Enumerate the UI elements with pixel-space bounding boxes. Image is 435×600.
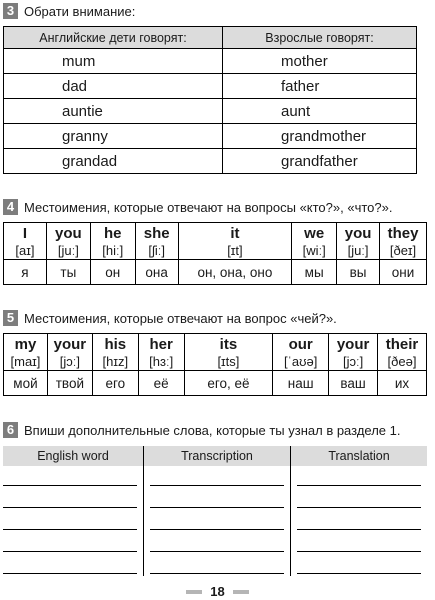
transcription: [jɔː] — [329, 353, 378, 371]
pronoun-word: we — [292, 223, 337, 243]
pronoun-words-row — [4, 334, 427, 354]
translation-cell[interactable] — [291, 510, 428, 532]
writing-line[interactable] — [297, 468, 421, 486]
child-word: mum — [4, 49, 223, 74]
column-header-transcription: Transcription — [144, 446, 291, 466]
table-row — [3, 554, 427, 576]
translation: вы — [337, 260, 380, 285]
transcription-cell[interactable] — [144, 510, 291, 532]
writing-line[interactable] — [3, 468, 137, 486]
possessive-pronouns-table — [3, 333, 427, 396]
transcription: [maɪ] — [4, 353, 48, 371]
writing-line[interactable] — [3, 556, 137, 574]
new-words-table — [3, 446, 427, 576]
section-number: 4 — [3, 199, 18, 215]
page-footer — [0, 584, 435, 599]
english-word-cell[interactable] — [3, 466, 144, 488]
pronoun-word: our — [273, 334, 329, 354]
writing-line[interactable] — [297, 490, 421, 508]
transcription: [ðeə] — [378, 353, 427, 371]
section-title: Местоимения, которые отвечают на вопросы «кто?», «что?». — [24, 199, 393, 215]
transcription: [wiː] — [292, 242, 337, 260]
translation: её — [138, 371, 184, 396]
translation-cell[interactable] — [291, 554, 428, 576]
pronoun-word: her — [138, 334, 184, 354]
pronoun-word: she — [135, 223, 178, 243]
adult-word: grandfather — [223, 149, 417, 174]
transcription-row — [4, 353, 427, 371]
translation-row — [4, 371, 427, 396]
transcription: [ɪt] — [178, 242, 292, 260]
section-title: Местоимения, которые отвечают на вопрос «чей?». — [24, 310, 337, 326]
writing-line[interactable] — [150, 490, 284, 508]
child-word: auntie — [4, 99, 223, 124]
pronoun-word: you — [337, 223, 380, 243]
adult-word: grandmother — [223, 124, 417, 149]
section-5-header — [3, 310, 337, 326]
column-header-adults: Взрослые говорят: — [223, 27, 417, 49]
child-adult-words-table — [3, 26, 417, 174]
pronoun-word: he — [90, 223, 135, 243]
transcription-cell[interactable] — [144, 554, 291, 576]
pronoun-word: you — [46, 223, 90, 243]
translation: мы — [292, 260, 337, 285]
translation: он — [90, 260, 135, 285]
translation-cell[interactable] — [291, 466, 428, 488]
english-word-cell[interactable] — [3, 510, 144, 532]
transcription: [ðeɪ] — [380, 242, 427, 260]
translation: ваш — [329, 371, 378, 396]
pronoun-word: they — [380, 223, 427, 243]
transcription: [ˈaʊə] — [273, 353, 329, 371]
writing-line[interactable] — [297, 556, 421, 574]
footer-dash-left — [186, 590, 202, 594]
child-word: granny — [4, 124, 223, 149]
pronoun-word: your — [329, 334, 378, 354]
table-row — [3, 466, 427, 488]
table-row — [4, 149, 417, 174]
transcription: [ʃiː] — [135, 242, 178, 260]
adult-word: father — [223, 74, 417, 99]
table-row — [4, 99, 417, 124]
writing-line[interactable] — [3, 490, 137, 508]
transcription: [aɪ] — [4, 242, 47, 260]
translation: твой — [47, 371, 92, 396]
table-row — [3, 510, 427, 532]
column-header-english-word: English word — [3, 446, 144, 466]
pronoun-word: I — [4, 223, 47, 243]
writing-line[interactable] — [3, 534, 137, 552]
writing-line[interactable] — [3, 512, 137, 530]
translation: наш — [273, 371, 329, 396]
transcription: [ɪts] — [184, 353, 273, 371]
column-header-translation: Translation — [291, 446, 428, 466]
transcription-cell[interactable] — [144, 488, 291, 510]
translation: его — [92, 371, 138, 396]
table-row — [4, 124, 417, 149]
transcription-cell[interactable] — [144, 466, 291, 488]
translation: ты — [46, 260, 90, 285]
translation: их — [378, 371, 427, 396]
pronoun-word: their — [378, 334, 427, 354]
section-4-header — [3, 199, 392, 215]
adult-word: aunt — [223, 99, 417, 124]
translation: он, она, оно — [178, 260, 292, 285]
pronoun-word: his — [92, 334, 138, 354]
section-number: 6 — [3, 422, 18, 438]
page-number: 18 — [210, 584, 225, 599]
subject-pronouns-table — [3, 222, 427, 285]
pronoun-word: your — [47, 334, 92, 354]
transcription: [juː] — [46, 242, 90, 260]
adult-word: mother — [223, 49, 417, 74]
child-word: grandad — [4, 149, 223, 174]
translation-row — [4, 260, 427, 285]
transcription: [hiː] — [90, 242, 135, 260]
translation-cell[interactable] — [291, 532, 428, 554]
table-row — [3, 488, 427, 510]
table-header-row — [4, 27, 417, 49]
table-header-row — [3, 446, 427, 466]
translation: мой — [4, 371, 48, 396]
transcription: [jɔː] — [47, 353, 92, 371]
section-6-header — [3, 422, 400, 438]
transcription: [juː] — [337, 242, 380, 260]
english-word-cell[interactable] — [3, 488, 144, 510]
pronoun-word: its — [184, 334, 273, 354]
pronoun-words-row — [4, 223, 427, 243]
writing-line[interactable] — [297, 512, 421, 530]
table-row — [4, 74, 417, 99]
english-word-cell[interactable] — [3, 554, 144, 576]
writing-line[interactable] — [150, 556, 284, 574]
pronoun-word: my — [4, 334, 48, 354]
translation-cell[interactable] — [291, 488, 428, 510]
section-3-header — [3, 3, 135, 19]
translation: его, её — [184, 371, 273, 396]
translation: она — [135, 260, 178, 285]
child-word: dad — [4, 74, 223, 99]
translation: они — [380, 260, 427, 285]
footer-dash-right — [233, 590, 249, 594]
transcription: [hɪz] — [92, 353, 138, 371]
section-title: Впиши дополнительные слова, которые ты узнал в разделе 1. — [24, 422, 401, 438]
section-title: Обрати внимание: — [24, 3, 136, 19]
translation: я — [4, 260, 47, 285]
english-word-cell[interactable] — [3, 532, 144, 554]
pronoun-word: it — [178, 223, 292, 243]
transcription-row — [4, 242, 427, 260]
section-number: 3 — [3, 3, 18, 19]
table-row — [4, 49, 417, 74]
transcription-cell[interactable] — [144, 532, 291, 554]
transcription: [hɜː] — [138, 353, 184, 371]
table-row — [3, 532, 427, 554]
writing-line[interactable] — [150, 534, 284, 552]
section-number: 5 — [3, 310, 18, 326]
column-header-children: Английские дети говорят: — [4, 27, 223, 49]
writing-line[interactable] — [150, 512, 284, 530]
writing-line[interactable] — [297, 534, 421, 552]
writing-line[interactable] — [150, 468, 284, 486]
